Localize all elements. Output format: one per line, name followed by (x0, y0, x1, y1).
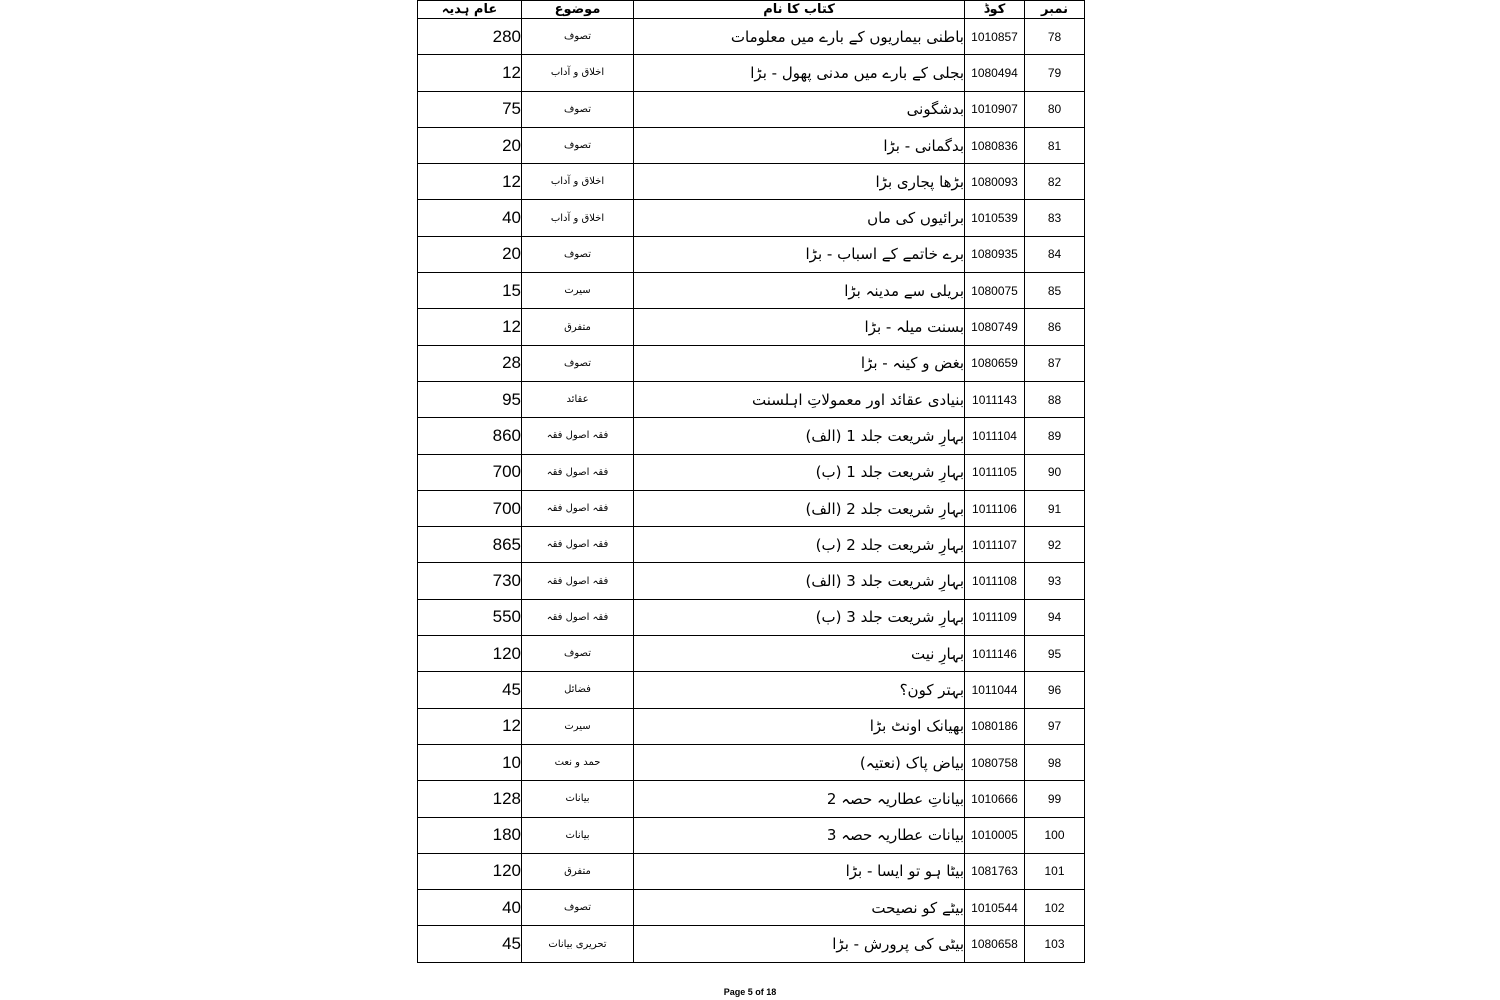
header-number: نمبر (1025, 1, 1085, 19)
price-cell: 120 (418, 853, 522, 889)
code-cell: 1011109 (965, 599, 1025, 635)
table-body (418, 19, 1085, 963)
title-cell (634, 200, 965, 236)
title-cell (634, 418, 965, 454)
title-text: بہارِ شریعت جلد 2 (ب) (815, 535, 964, 554)
price-cell: 860 (418, 418, 522, 454)
subject-cell: تصوف (522, 345, 634, 381)
table-row (418, 236, 1085, 272)
title-cell (634, 345, 965, 381)
price-cell: 28 (418, 345, 522, 381)
subject-cell: فقہ اصول فقہ (522, 563, 634, 599)
title-cell (634, 273, 965, 309)
catalog-sheet (417, 0, 1084, 963)
number-cell: 100 (1025, 817, 1085, 853)
code-cell: 1010544 (965, 890, 1025, 926)
price-cell: 700 (418, 490, 522, 526)
title-cell (634, 236, 965, 272)
title-text: بہارِ شریعت جلد 1 (الف) (805, 426, 964, 445)
price-cell: 180 (418, 817, 522, 853)
title-cell (634, 454, 965, 490)
subject-cell: سیرت (522, 273, 634, 309)
number-cell: 80 (1025, 91, 1085, 127)
table-row (418, 890, 1085, 926)
code-cell: 1080659 (965, 345, 1025, 381)
code-cell: 1011106 (965, 490, 1025, 526)
table-row (418, 418, 1085, 454)
code-cell: 1080186 (965, 708, 1025, 744)
title-cell (634, 381, 965, 417)
title-text: بیاناتِ عطاریہ حصہ 2 (826, 789, 964, 808)
subject-cell: تصوف (522, 636, 634, 672)
table-row (418, 55, 1085, 91)
table-row (418, 127, 1085, 163)
code-cell: 1010005 (965, 817, 1025, 853)
table-row (418, 744, 1085, 780)
number-cell: 103 (1025, 926, 1085, 962)
header-title: کتاب کا نام (634, 1, 965, 19)
price-cell: 20 (418, 127, 522, 163)
title-text: بسنت میلہ - بڑا (864, 318, 964, 337)
table-row (418, 672, 1085, 708)
table-row (418, 164, 1085, 200)
table-row (418, 490, 1085, 526)
title-text: برے خاتمے کے اسباب - بڑا (805, 245, 964, 264)
price-cell: 45 (418, 926, 522, 962)
number-cell: 81 (1025, 127, 1085, 163)
header-row (418, 1, 1085, 19)
title-text: بہتر کون؟ (899, 680, 964, 699)
number-cell: 86 (1025, 309, 1085, 345)
title-cell (634, 853, 965, 889)
table-row (418, 853, 1085, 889)
title-cell (634, 563, 965, 599)
header-code: کوڈ (965, 1, 1025, 19)
code-cell: 1080494 (965, 55, 1025, 91)
price-cell: 12 (418, 309, 522, 345)
subject-cell: تحریری بیانات (522, 926, 634, 962)
subject-cell: فقہ اصول فقہ (522, 599, 634, 635)
title-text: بہارِ نیت (911, 644, 964, 663)
number-cell: 97 (1025, 708, 1085, 744)
price-cell: 865 (418, 527, 522, 563)
title-text: بریلی سے مدینہ بڑا (844, 281, 964, 300)
number-cell: 87 (1025, 345, 1085, 381)
price-cell: 128 (418, 781, 522, 817)
subject-cell: اخلاق و آداب (522, 55, 634, 91)
title-cell (634, 744, 965, 780)
price-cell: 550 (418, 599, 522, 635)
number-cell: 78 (1025, 19, 1085, 55)
title-text: بیٹے کو نصیحت (871, 898, 964, 917)
title-text: بھیانک اونٹ بڑا (869, 717, 964, 736)
table-row (418, 527, 1085, 563)
code-cell: 1080758 (965, 744, 1025, 780)
subject-cell: تصوف (522, 890, 634, 926)
title-text: بیٹی کی پرورش - بڑا (832, 935, 964, 954)
number-cell: 95 (1025, 636, 1085, 672)
title-cell (634, 708, 965, 744)
price-cell: 12 (418, 55, 522, 91)
number-cell: 92 (1025, 527, 1085, 563)
title-cell (634, 309, 965, 345)
number-cell: 90 (1025, 454, 1085, 490)
table-row (418, 309, 1085, 345)
code-cell: 1011044 (965, 672, 1025, 708)
price-cell: 280 (418, 19, 522, 55)
title-cell (634, 672, 965, 708)
number-cell: 89 (1025, 418, 1085, 454)
table-row (418, 563, 1085, 599)
title-cell (634, 599, 965, 635)
table-row (418, 381, 1085, 417)
code-cell: 1081763 (965, 853, 1025, 889)
title-text: بنیادی عقائد اور معمولاتِ اہلسنت (751, 390, 964, 409)
table-row (418, 273, 1085, 309)
code-cell: 1011143 (965, 381, 1025, 417)
title-text: بیانات عطاریہ حصہ 3 (826, 826, 964, 845)
table-row (418, 926, 1085, 962)
number-cell: 96 (1025, 672, 1085, 708)
code-cell: 1011146 (965, 636, 1025, 672)
title-text: بہارِ شریعت جلد 2 (الف) (805, 499, 964, 518)
title-cell (634, 527, 965, 563)
price-cell: 75 (418, 91, 522, 127)
title-cell (634, 127, 965, 163)
header-price: عام ہدیہ (418, 1, 522, 19)
title-text: بہارِ شریعت جلد 1 (ب) (815, 463, 964, 482)
table-row (418, 454, 1085, 490)
title-text: بدشگونی (906, 100, 964, 119)
number-cell: 82 (1025, 164, 1085, 200)
title-cell (634, 55, 965, 91)
subject-cell: فقہ اصول فقہ (522, 454, 634, 490)
price-cell: 12 (418, 708, 522, 744)
number-cell: 94 (1025, 599, 1085, 635)
subject-cell: عقائد (522, 381, 634, 417)
code-cell: 1010539 (965, 200, 1025, 236)
price-cell: 40 (418, 890, 522, 926)
title-text: بیٹا ہو تو ایسا - بڑا (845, 862, 964, 881)
price-cell: 10 (418, 744, 522, 780)
number-cell: 98 (1025, 744, 1085, 780)
code-cell: 1080749 (965, 309, 1025, 345)
table-row (418, 345, 1085, 381)
code-cell: 1080093 (965, 164, 1025, 200)
subject-cell: تصوف (522, 91, 634, 127)
number-cell: 85 (1025, 273, 1085, 309)
number-cell: 88 (1025, 381, 1085, 417)
price-cell: 15 (418, 273, 522, 309)
subject-cell: اخلاق و آداب (522, 200, 634, 236)
table-row (418, 599, 1085, 635)
subject-cell: فقہ اصول فقہ (522, 527, 634, 563)
catalog-table (417, 0, 1085, 963)
subject-cell: تصوف (522, 127, 634, 163)
title-cell (634, 164, 965, 200)
subject-cell: اخلاق و آداب (522, 164, 634, 200)
title-text: بغض و کینہ - بڑا (860, 354, 964, 373)
table-row (418, 91, 1085, 127)
title-cell (634, 926, 965, 962)
number-cell: 83 (1025, 200, 1085, 236)
code-cell: 1080836 (965, 127, 1025, 163)
code-cell: 1011105 (965, 454, 1025, 490)
title-cell (634, 91, 965, 127)
table-row (418, 200, 1085, 236)
table-row (418, 781, 1085, 817)
table-row (418, 817, 1085, 853)
price-cell: 730 (418, 563, 522, 599)
number-cell: 79 (1025, 55, 1085, 91)
code-cell: 1010907 (965, 91, 1025, 127)
number-cell: 93 (1025, 563, 1085, 599)
subject-cell: تصوف (522, 19, 634, 55)
title-cell (634, 890, 965, 926)
title-text: برائیوں کی ماں (867, 209, 964, 228)
title-text: بہارِ شریعت جلد 3 (ب) (815, 608, 964, 627)
subject-cell: فقہ اصول فقہ (522, 490, 634, 526)
title-cell (634, 490, 965, 526)
price-cell: 20 (418, 236, 522, 272)
code-cell: 1011107 (965, 527, 1025, 563)
price-cell: 40 (418, 200, 522, 236)
price-cell: 12 (418, 164, 522, 200)
number-cell: 84 (1025, 236, 1085, 272)
table-row (418, 708, 1085, 744)
subject-cell: بیانات (522, 781, 634, 817)
title-cell (634, 19, 965, 55)
title-text: باطنی بیماریوں کے بارے میں معلومات (730, 27, 964, 46)
title-cell (634, 781, 965, 817)
number-cell: 102 (1025, 890, 1085, 926)
price-cell: 45 (418, 672, 522, 708)
code-cell: 1080658 (965, 926, 1025, 962)
code-cell: 1080935 (965, 236, 1025, 272)
code-cell: 1080075 (965, 273, 1025, 309)
code-cell: 1010666 (965, 781, 1025, 817)
number-cell: 91 (1025, 490, 1085, 526)
price-cell: 95 (418, 381, 522, 417)
subject-cell: حمد و نعت (522, 744, 634, 780)
price-cell: 700 (418, 454, 522, 490)
table-row (418, 19, 1085, 55)
price-cell: 120 (418, 636, 522, 672)
title-text: بہارِ شریعت جلد 3 (الف) (805, 572, 964, 591)
subject-cell: تصوف (522, 236, 634, 272)
table-row (418, 636, 1085, 672)
code-cell: 1011104 (965, 418, 1025, 454)
title-text: بیاض پاک (نعتیہ) (859, 753, 964, 772)
subject-cell: فقہ اصول فقہ (522, 418, 634, 454)
title-text: بدگمانی - بڑا (883, 136, 964, 155)
code-cell: 1010857 (965, 19, 1025, 55)
subject-cell: بیانات (522, 817, 634, 853)
subject-cell: متفرق (522, 309, 634, 345)
header-subject: موضوع (522, 1, 634, 19)
page-number: Page 5 of 18 (723, 987, 777, 997)
number-cell: 101 (1025, 853, 1085, 889)
subject-cell: متفرق (522, 853, 634, 889)
title-cell (634, 817, 965, 853)
subject-cell: سیرت (522, 708, 634, 744)
title-text: بجلی کے بارے میں مدنی پھول - بڑا (750, 63, 964, 82)
code-cell: 1011108 (965, 563, 1025, 599)
number-cell: 99 (1025, 781, 1085, 817)
subject-cell: فضائل (522, 672, 634, 708)
title-text: بڑھا پجاری بڑا (875, 172, 964, 191)
title-cell (634, 636, 965, 672)
